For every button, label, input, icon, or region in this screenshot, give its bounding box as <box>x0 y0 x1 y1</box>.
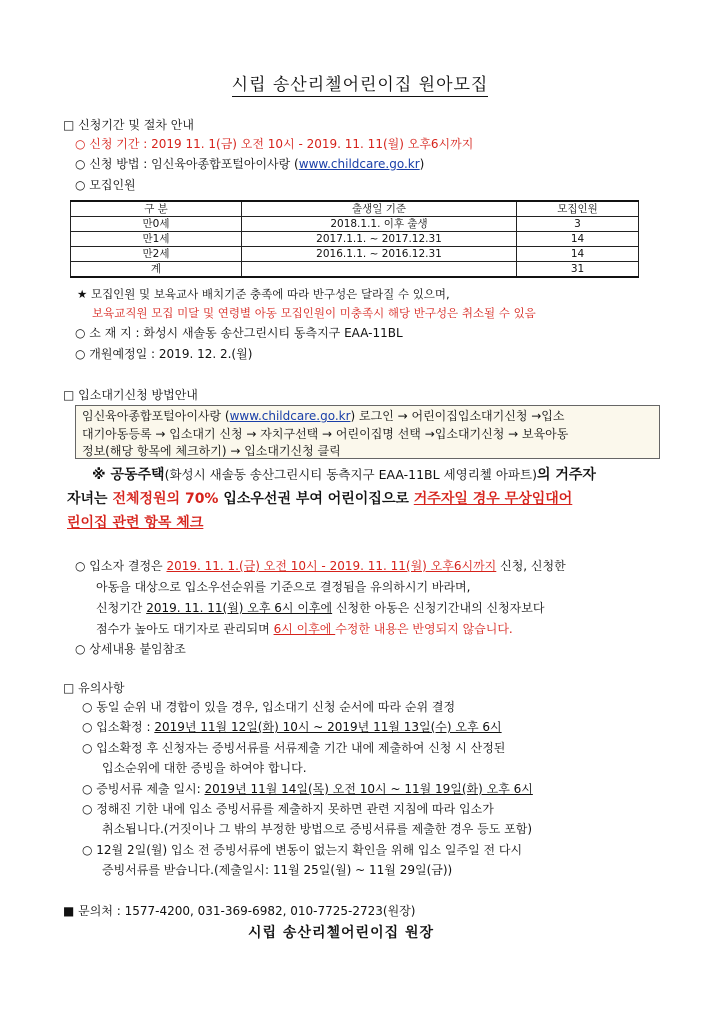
table-cell: 만0세 <box>71 217 242 232</box>
resident-note-3: 린이집 관련 항목 체크 <box>67 515 204 531</box>
note-item: ○ 입소확정 : 2019년 11월 12일(화) 10시 ~ 2019년 11월 13일(수) 오후 6시 <box>82 720 502 734</box>
note-item: 증빙서류를 받습니다.(제출일시: 11월 25일(월) ~ 11월 29일(금)) <box>102 863 453 877</box>
box-line: 대기아동등록 → 입소대기 신청 → 자치구선택 → 어린이집명 선택 →입소대기신청 → 보육아동 <box>82 426 569 441</box>
location: ○ 소 재 지 : 화성시 새솔동 송산그린시티 동측지구 EAA-11BL <box>75 326 403 340</box>
detail-reference: ○ 상세내용 붙임참조 <box>75 642 186 656</box>
decision-line-3: 신청기간 2019. 11. 11(월) 오후 6시 이후에 신청한 아동은 신청기간내의 신청자보다 <box>96 601 545 615</box>
application-period: ○ 신청 기간 : 2019 11. 1(금) 오전 10시 - 2019. 11. 11(월) 오후6시까지 <box>75 137 474 151</box>
table-header-row <box>71 201 639 217</box>
note-item: 입소순위에 대한 증빙을 하여야 합니다. <box>102 761 307 775</box>
table-cell: 만2세 <box>71 247 242 262</box>
recruit-table <box>70 200 639 278</box>
section-heading-waitlist: □ 입소대기신청 방법안내 <box>63 388 198 402</box>
table-cell: 14 <box>517 232 639 247</box>
contact-info: ■ 문의처 : 1577-4200, 031-369-6982, 010-7725-2723(원장) <box>63 904 416 918</box>
table-cell: 2018.1.1. 이후 출생 <box>242 217 517 232</box>
table-header: 구 분 <box>71 201 242 217</box>
recruit-heading: ○ 모집인원 <box>75 178 136 192</box>
table-row <box>71 232 639 247</box>
decision-line-4: 점수가 높아도 대기자로 관리되며 6시 이후에 수정한 내용은 반영되지 않습니다. <box>96 622 513 636</box>
note-item: ○ 입소확정 후 신청자는 증빙서류를 서류제출 기간 내에 제출하여 신청 시 산정된 <box>82 741 506 755</box>
box-line: 임신육아종합포털아이사랑 (www.childcare.go.kr) 로그인 → 어린이집입소대기신청 →입소 <box>82 409 565 423</box>
table-cell: 2016.1.1. ~ 2016.12.31 <box>242 247 517 262</box>
note-item: ○ 정해진 기한 내에 입소 증빙서류를 제출하지 못하면 관련 지침에 따라 입소가 <box>82 802 494 816</box>
waitlist-steps-box <box>75 405 660 459</box>
box-line: 정보(해당 항목에 체크하기) → 입소대기신청 클릭 <box>82 444 341 458</box>
table-cell: 3 <box>517 217 639 232</box>
table-cell: 31 <box>517 262 639 278</box>
childcare-link[interactable]: www.childcare.go.kr <box>298 157 420 171</box>
application-method: ○ 신청 방법 : 임신육아종합포털아이사랑 (www.childcare.go.kr) <box>75 157 425 171</box>
table-cell: 14 <box>517 247 639 262</box>
table-cell: 만1세 <box>71 232 242 247</box>
table-row <box>71 247 639 262</box>
class-note: ★ 모집인원 및 보육교사 배치기준 충족에 따라 반구성은 달라질 수 있으며, <box>77 287 450 301</box>
section-heading-application: □ 신청기간 및 절차 안내 <box>63 118 194 132</box>
table-cell <box>242 262 517 278</box>
table-header: 모집인원 <box>517 201 639 217</box>
table-cell: 2017.1.1. ~ 2017.12.31 <box>242 232 517 247</box>
table-row <box>71 262 639 278</box>
note-item: ○ 동일 순위 내 경합이 있을 경우, 입소대기 신청 순서에 따라 순위 결정 <box>82 700 456 714</box>
decision-line-2: 아동을 대상으로 입소우선순위를 기준으로 결정됨을 유의하시기 바라며, <box>96 580 471 594</box>
table-header: 출생일 기준 <box>242 201 517 217</box>
page-title: 시립 송산리첼어린이집 원아모집 <box>231 75 489 95</box>
decision-line-1: ○ 입소자 결정은 2019. 11. 1.(금) 오전 10시 - 2019. 11. 11(월) 오후6시까지 신청, 신청한 <box>75 559 566 573</box>
note-item: ○ 증빙서류 제출 일시: 2019년 11월 14일(목) 오전 10시 ~ 11월 19일(화) 오후 6시 <box>82 782 533 796</box>
resident-note: ※ 공동주택(화성시 새솔동 송산그린시티 동측지구 EAA-11BL 세영리첼 아파트)의 거주자 <box>92 467 596 483</box>
signature: 시립 송산리첼어린이집 원장 <box>248 925 435 941</box>
childcare-link[interactable]: www.childcare.go.kr <box>229 409 351 423</box>
note-item: ○ 12월 2일(월) 입소 전 증빙서류에 변동이 없는지 확인을 위해 입소 일주일 전 다시 <box>82 843 523 857</box>
resident-note-2: 자녀는 전체정원의 70% 입소우선권 부여 어린이집으로 거주자일 경우 무상임대어 <box>67 491 573 507</box>
section-heading-notes: □ 유의사항 <box>63 681 125 695</box>
table-cell: 계 <box>71 262 242 278</box>
note-item: 취소됩니다.(거짓이나 그 밖의 부정한 방법으로 증빙서류를 제출한 경우 등도 포함) <box>102 822 533 836</box>
opening-date: ○ 개원예정일 : 2019. 12. 2.(월) <box>75 347 253 361</box>
class-note-red: 보육교직원 모집 미달 및 연령별 아동 모집인원이 미충족시 해당 반구성은 취소될 수 있음 <box>92 306 536 320</box>
table-row <box>71 217 639 232</box>
